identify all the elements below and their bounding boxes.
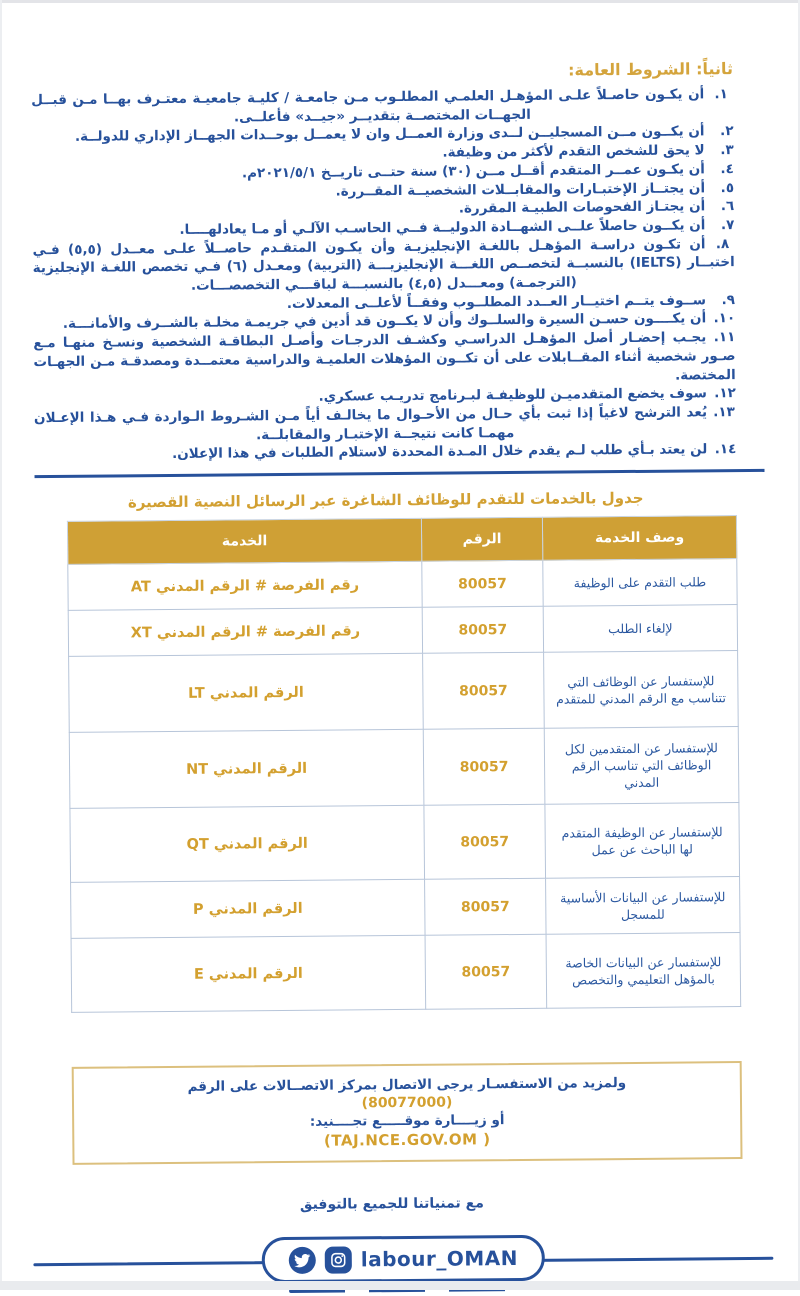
condition-number: ٥. xyxy=(720,179,735,196)
condition-number: ٩. xyxy=(721,291,736,308)
cell-service: رقم الفرصة # الرقم المدني AT xyxy=(68,561,422,610)
condition-number: ٤. xyxy=(720,160,734,177)
condition-item xyxy=(32,235,734,297)
services-table xyxy=(67,515,741,1013)
conditions-list xyxy=(31,85,736,465)
cell-service: رقم الفرصة # الرقم المدني XT xyxy=(68,607,422,656)
condition-text: يُعد الترشح لاغياً إذا ثبت بأي حـال من الأحـوال ما يخالـف أياً مـن الشـروط الـواردة فـي هـذا الإعـلان مهمـا كانت نتيجــة الإختبـار والمقابلــة. xyxy=(33,404,708,443)
condition-item xyxy=(31,85,733,129)
section-divider xyxy=(35,469,765,478)
cell-number: 80057 xyxy=(422,560,543,607)
condition-text: أن يكــون مــن المسجليــن لــدى وزارة العمــل وان لا يعمــل بوحــدات الجهــاز الإداري للدولــة. xyxy=(74,123,705,146)
table-row xyxy=(71,877,740,939)
cell-desc: للإستفسار عن البيانات الخاصة بالمؤهل التعليمي والتخصص xyxy=(546,933,741,1009)
condition-text: أن يكـون حاصـلاً علـى المؤهـل العلمـي المطلـوب مـن جامعـة / كليـة جامعيـة معتـرف بهــا مـن قبــل الجهــات المختصــة بتقديــر «جيــد» فأعلــى. xyxy=(31,86,705,126)
cell-number: 80057 xyxy=(423,728,545,805)
condition-item xyxy=(33,328,735,390)
cell-service: الرقم المدني E xyxy=(71,935,426,1012)
contact-line-2: أو زيــــارة موقـــــع تجــــنيد: xyxy=(309,1112,505,1130)
table-row xyxy=(69,727,739,809)
cell-number: 80057 xyxy=(422,606,543,653)
photo-edge-bottom xyxy=(0,1281,800,1290)
closing-wish: مع تمنياتنا للجميع بالتوفيق xyxy=(299,1195,484,1213)
condition-number: ٢. xyxy=(720,123,734,140)
cell-desc: للإستفسار عن البيانات الأساسية للمسجل xyxy=(546,877,740,935)
cell-desc: طلب التقدم على الوظيفة xyxy=(543,559,737,607)
table-header-number: الرقم xyxy=(421,517,542,561)
condition-text: أن يكــــون حسـن السيرة والسلــوك وأن لا يكــون قد أدين في جريمـة مخلـة بالشــرف والأمانـــة. xyxy=(62,310,707,333)
condition-number: ٦. xyxy=(720,198,735,215)
contact-website: (TAJ.NCE.GOV.OM ) xyxy=(323,1130,491,1150)
table-row xyxy=(71,933,741,1013)
condition-number: ٧. xyxy=(720,216,735,234)
condition-number: ١٣. xyxy=(713,404,735,421)
social-handle: labour_OMAN xyxy=(360,1246,519,1272)
table-row xyxy=(68,605,737,657)
condition-number: ١. xyxy=(714,86,728,103)
social-pill xyxy=(262,1235,546,1283)
cell-number: 80057 xyxy=(425,878,546,935)
cell-number: 80057 xyxy=(425,934,547,1009)
condition-number: ١٠. xyxy=(713,310,736,327)
table-row xyxy=(70,803,740,883)
cell-service: الرقم المدني LT xyxy=(69,653,424,732)
table-header-desc: وصف الخدمة xyxy=(542,516,736,561)
cell-desc: لإلغاء الطلب xyxy=(543,605,737,653)
condition-text: أن يكـون عمــر المتقدم أقــل مــن (٣٠) سنة حتــى تاريــخ ٢٠٢١/٥/١م. xyxy=(241,161,705,182)
condition-text: أن يكــون حاصلاً علــى الشهــادة الدوليــة فــي الحاسـب الآلـي أو مـا يعادلهــــا. xyxy=(179,217,706,238)
condition-text: أن يجتـاز الفحوصات الطبيـة المقررة. xyxy=(458,198,706,217)
cell-desc: للإستفسار عن الوظيفة المتقدم لها الباحث عن عمل xyxy=(545,803,740,879)
condition-number: ١٤. xyxy=(714,441,737,458)
table-title: جدول بالخدمات للتقدم للوظائف الشاغرة عبر الرسائل النصية القصيرة xyxy=(127,488,644,512)
instagram-icon xyxy=(325,1246,352,1273)
condition-text: لن يعتد بـأي طلب لـم يقدم خلال المـدة المحددة لاستلام الطلبات في هذا الإعلان. xyxy=(171,441,708,463)
contact-line-1: ولمزيد من الاستفسـار يرجى الاتصال بمركز الاتصــالات على الرقم xyxy=(187,1075,627,1095)
condition-text: أن يجتــاز الإختبـارات والمقابــلات الشخصيــة المقــررة. xyxy=(335,179,706,200)
condition-text: يجـب إحضـار أصل المؤهـل الدراسـي وكشـف الدرجـات وأصـل البطاقـة الشخصية ونسـخ منهـا مـع صـور شخصية أثناء المقــابلات على أن تكــون المؤهلات العلميـة والدراسية معتمــدة ومصدقـة مـن الجهـات المختصة. xyxy=(33,329,736,384)
table-row xyxy=(68,559,737,611)
condition-text: لا يحق للشخص التقدم لأكثر من وظيفة. xyxy=(442,142,705,161)
section-title: ثانياً: الشروط العامة: xyxy=(567,59,734,80)
contact-phone: (80077000) xyxy=(361,1094,453,1112)
table-header-row xyxy=(67,516,736,565)
table-row xyxy=(69,651,739,733)
table-header-service: الخدمة xyxy=(67,518,421,564)
cell-service: الرقم المدني QT xyxy=(70,805,425,882)
condition-number: ١٢. xyxy=(714,385,736,402)
condition-number: ٨. xyxy=(715,235,730,252)
cell-desc: للإستفسار عن الوظائف التي تتناسب مع الرقم المدني للمتقدم xyxy=(544,651,739,729)
condition-text: سوف يخضع المتقدميـن للوظيفـة لبـرنامج تدريـب عسكري. xyxy=(318,385,707,405)
condition-text: أن تكـون دراسـة المؤهـل باللغـة الإنجليزيـة وأن يكـون المتقـدم حاصــلاً علـى معــدل (٥,٥) فـي اختبــار (IELTS) بالنسبــة لتخصــص اللغـــة الإنجليزيـــة (التربية) ومعـدل (٦) فـي تخصص اللغـة الإنجليزية (الترجمـة) ومعـــدل (٤,٥) بالنسبـــة لباقـــي التخصصـــات. xyxy=(32,235,735,294)
contact-box xyxy=(72,1061,743,1165)
cell-desc: للإستفسار عن المتقدمين لكل الوظائف التي تناسب الرقم المدني xyxy=(544,727,739,805)
cell-number: 80057 xyxy=(423,652,545,729)
cell-service: الرقم المدني NT xyxy=(69,729,424,808)
cell-service: الرقم المدني P xyxy=(71,879,425,938)
condition-number: ٣. xyxy=(720,142,734,159)
condition-item xyxy=(34,403,736,447)
cell-number: 80057 xyxy=(424,804,546,879)
condition-number: ١١. xyxy=(713,329,736,346)
twitter-icon xyxy=(289,1246,316,1273)
condition-text: ســوف يتــم اختيــار العــدد المطلــوب وفقــاً لأعلــى المعدلات. xyxy=(286,292,707,312)
